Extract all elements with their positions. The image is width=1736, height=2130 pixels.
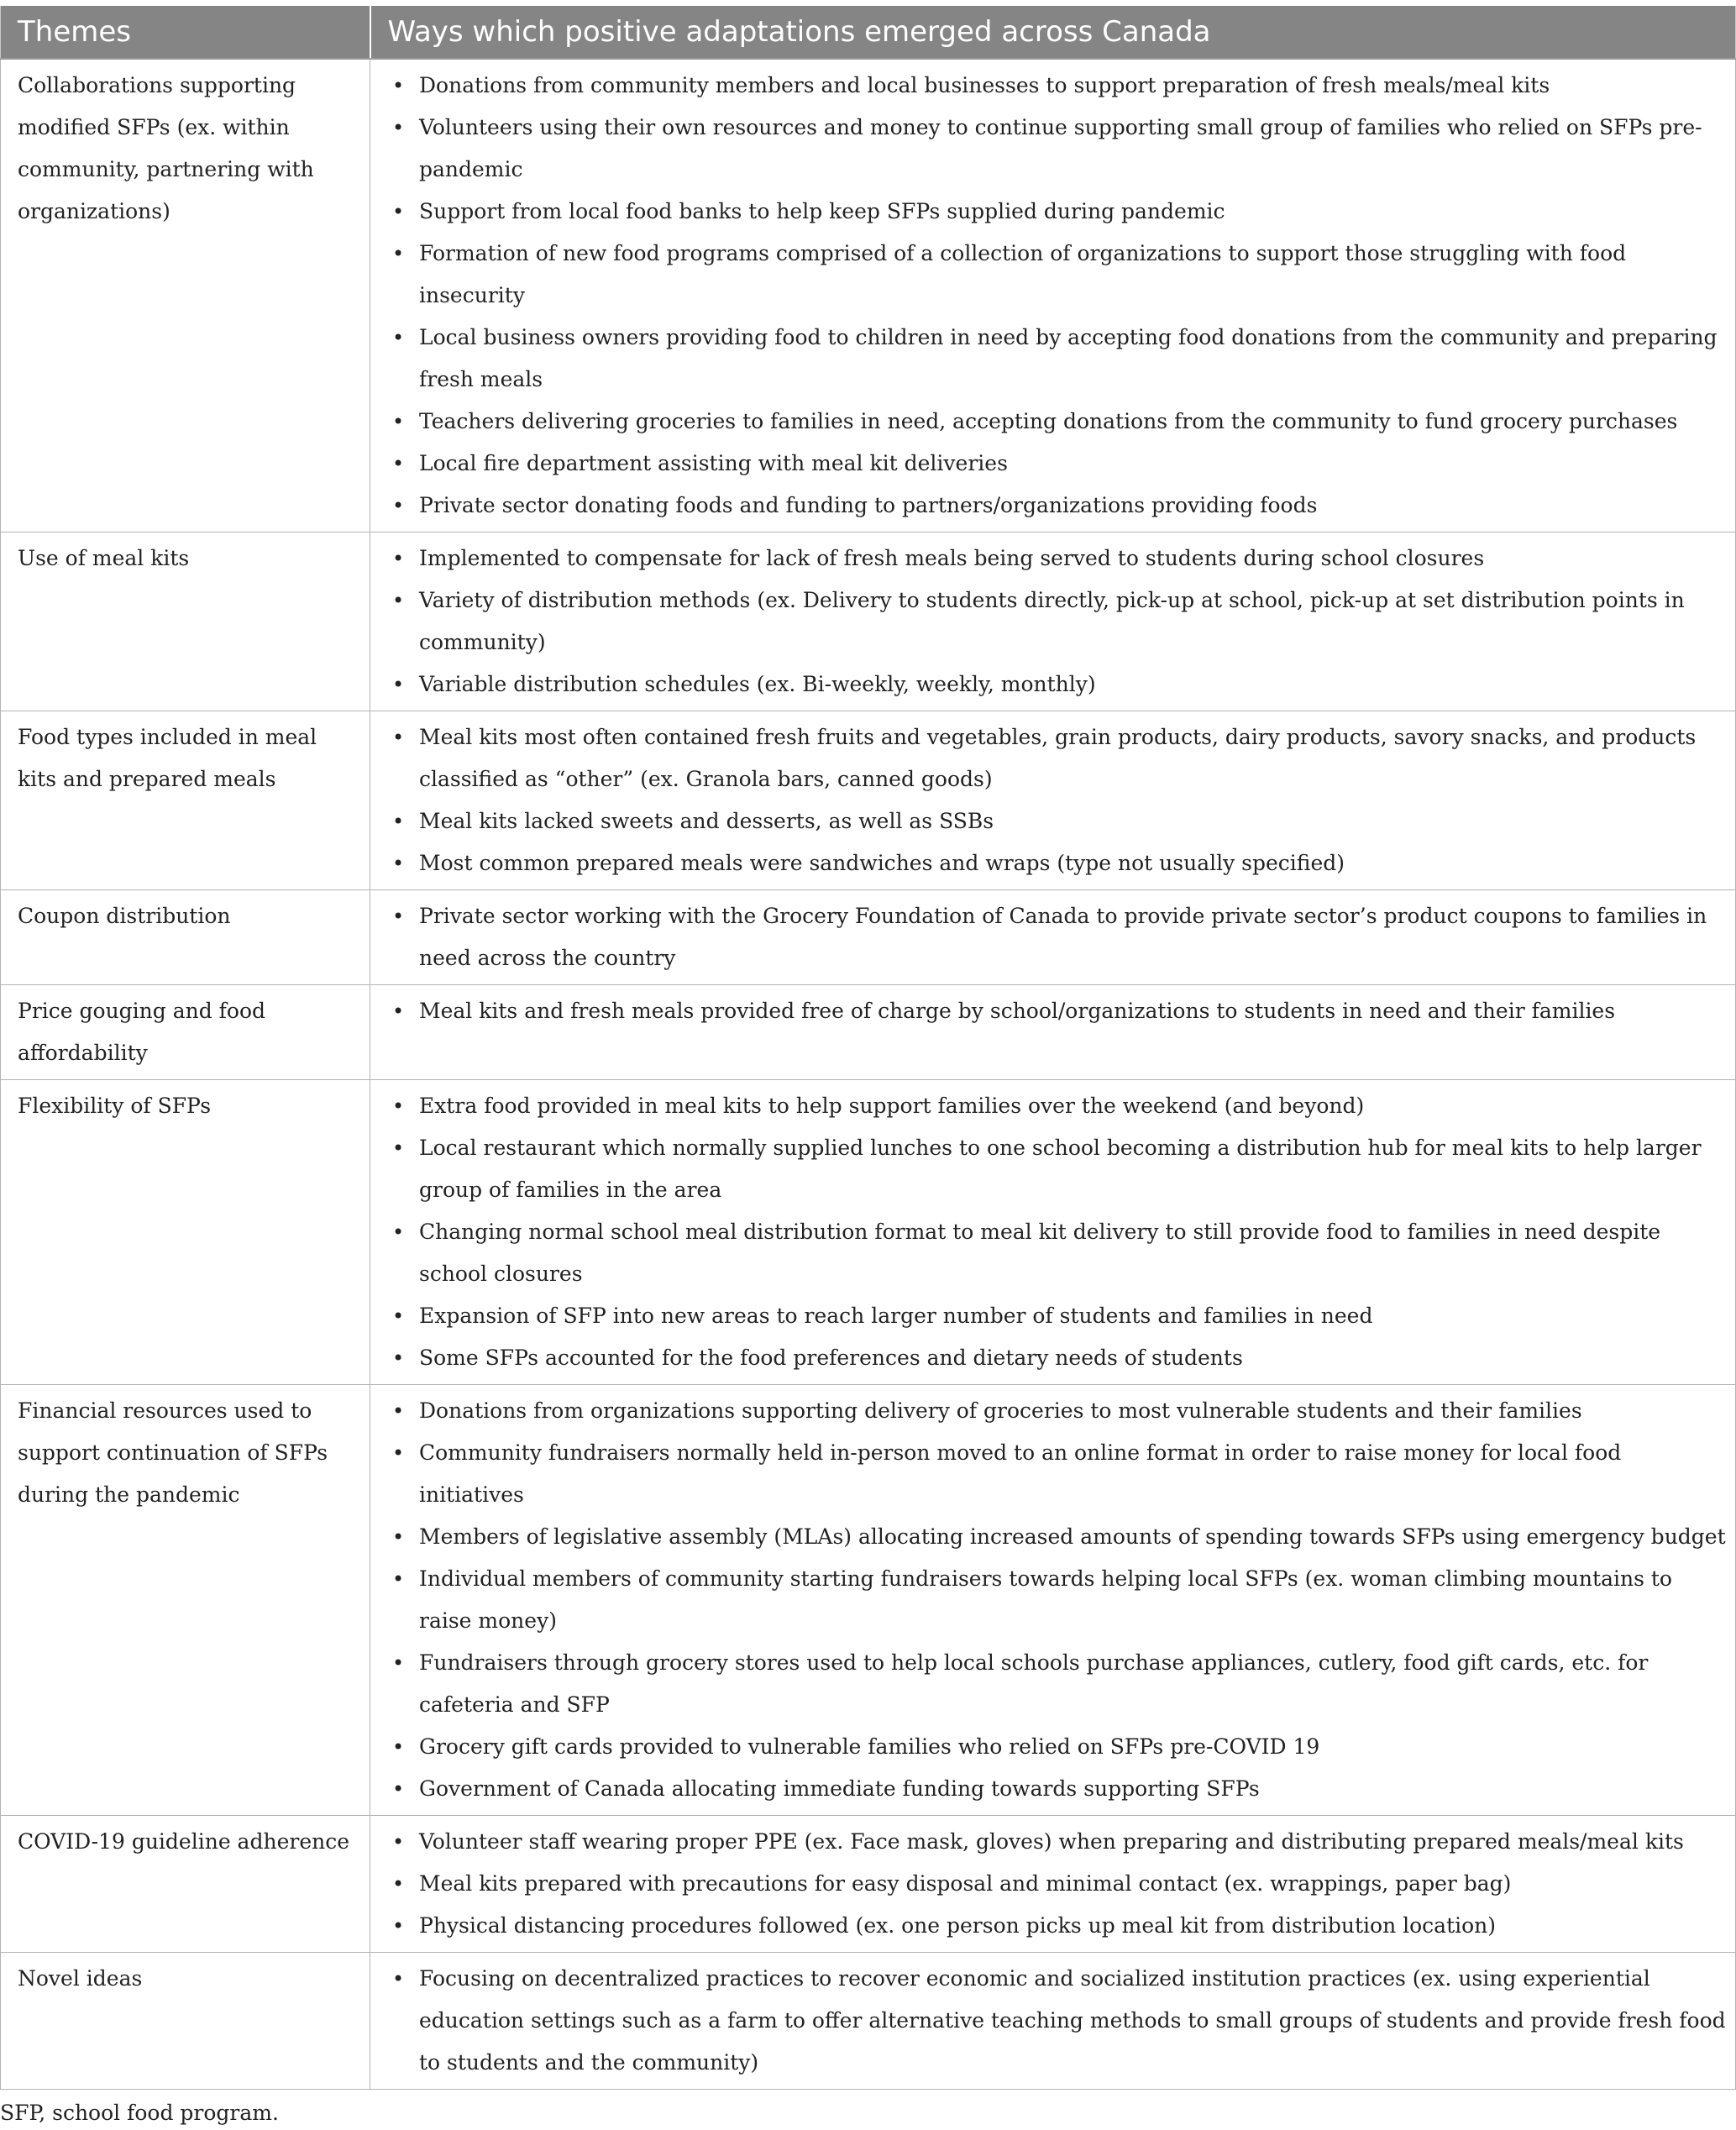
footnote: SFP, school food program.: [0, 2101, 279, 2125]
bullet-item: • Individual members of community starting fundraisers towards helping local SFPs (ex. woman climbing mountains to raise money): [391, 1558, 1727, 1642]
table-row: [1, 985, 1736, 1080]
bullet-item: • Changing normal school meal distribution format to meal kit delivery to still provide food to families in need despite school closures: [391, 1211, 1727, 1295]
ways-cell: [370, 532, 1736, 711]
table-body: [1, 59, 1736, 2090]
bullet-item: • Variable distribution schedules (ex. Bi-weekly, weekly, monthly): [391, 664, 1727, 706]
ways-cell: [370, 890, 1736, 985]
bullet-item: • Private sector donating foods and funding to partners/organizations providing foods: [391, 485, 1727, 527]
table-row: [1, 1080, 1736, 1385]
bullet-list: [391, 65, 1727, 527]
bullet-item: • Formation of new food programs comprised of a collection of organizations to support those struggling with food insecurity: [391, 233, 1727, 317]
table-row: [1, 890, 1736, 985]
bullet-item: • Donations from organizations supporting delivery of groceries to most vulnerable students and their families: [391, 1390, 1727, 1432]
theme-cell: Collaborations supporting modified SFPs (ex. within community, partnering with organizations): [1, 59, 370, 532]
header-row: [1, 6, 1736, 59]
ways-cell: [370, 59, 1736, 532]
bullet-item: • Local fire department assisting with meal kit deliveries: [391, 443, 1727, 485]
bullet-item: • Meal kits and fresh meals provided free of charge by school/organizations to students in need and their families: [391, 990, 1727, 1032]
table-row: [1, 1385, 1736, 1816]
bullet-item: • Expansion of SFP into new areas to reach larger number of students and families in need: [391, 1295, 1727, 1337]
ways-cell: [370, 1385, 1736, 1816]
bullet-item: • Volunteer staff wearing proper PPE (ex. Face mask, gloves) when preparing and distributing prepared meals/meal kits: [391, 1821, 1727, 1863]
header-themes: Themes: [1, 6, 370, 59]
ways-cell: [370, 1080, 1736, 1385]
ways-cell: [370, 985, 1736, 1080]
bullet-list: [391, 1821, 1727, 1947]
theme-cell: Novel ideas: [1, 1953, 370, 2090]
bullet-item: • Government of Canada allocating immediate funding towards supporting SFPs: [391, 1768, 1727, 1810]
bullet-item: • Fundraisers through grocery stores used to help local schools purchase appliances, cutlery, food gift cards, etc. for cafeteria and SFP: [391, 1642, 1727, 1726]
bullet-item: • Grocery gift cards provided to vulnerable families who relied on SFPs pre-COVID 19: [391, 1726, 1727, 1768]
bullet-item: • Local restaurant which normally supplied lunches to one school becoming a distribution hub for meal kits to help larger group of families in the area: [391, 1127, 1727, 1211]
table-row: [1, 1816, 1736, 1953]
theme-cell: Price gouging and food affordability: [1, 985, 370, 1080]
bullet-item: • Community fundraisers normally held in-person moved to an online format in order to raise money for local food initiatives: [391, 1432, 1727, 1516]
ways-cell: [370, 1953, 1736, 2090]
bullet-item: • Support from local food banks to help keep SFPs supplied during pandemic: [391, 191, 1727, 233]
ways-cell: [370, 711, 1736, 890]
table-row: [1, 59, 1736, 532]
bullet-item: • Meal kits most often contained fresh fruits and vegetables, grain products, dairy products, savory snacks, and products classified as “other” (ex. Granola bars, canned goods): [391, 716, 1727, 800]
bullet-list: [391, 716, 1727, 884]
bullet-list: [391, 1958, 1727, 2084]
table-container: [0, 6, 1736, 2130]
bullet-item: • Meal kits prepared with precautions for easy disposal and minimal contact (ex. wrappings, paper bag): [391, 1863, 1727, 1905]
bullet-item: • Volunteers using their own resources and money to continue supporting small group of families who relied on SFPs pre-pandemic: [391, 107, 1727, 191]
bullet-item: • Local business owners providing food to children in need by accepting food donations from the community and preparing fresh meals: [391, 317, 1727, 401]
bullet-item: • Donations from community members and local businesses to support preparation of fresh meals/meal kits: [391, 65, 1727, 107]
bullet-item: • Physical distancing procedures followed (ex. one person picks up meal kit from distribution location): [391, 1905, 1727, 1947]
ways-cell: [370, 1816, 1736, 1953]
bullet-item: • Variety of distribution methods (ex. Delivery to students directly, pick-up at school, pick-up at set distribution points in community): [391, 580, 1727, 664]
table-row: [1, 532, 1736, 711]
bullet-item: • Meal kits lacked sweets and desserts, as well as SSBs: [391, 800, 1727, 842]
bullet-item: • Focusing on decentralized practices to recover economic and socialized institution practices (ex. using experiential education settings such as a farm to offer alternative teaching methods to small groups of students and provide fresh food to students and the community): [391, 1958, 1727, 2084]
theme-cell: Coupon distribution: [1, 890, 370, 985]
bullet-list: [391, 1085, 1727, 1379]
theme-cell: COVID-19 guideline adherence: [1, 1816, 370, 1953]
bullet-item: • Some SFPs accounted for the food preferences and dietary needs of students: [391, 1337, 1727, 1379]
bullet-item: • Members of legislative assembly (MLAs) allocating increased amounts of spending towards SFPs using emergency budget: [391, 1516, 1727, 1558]
table-row: [1, 711, 1736, 890]
header-ways: Ways which positive adaptations emerged across Canada: [370, 6, 1736, 59]
bullet-list: [391, 1390, 1727, 1810]
table-row: [1, 1953, 1736, 2090]
bullet-list: [391, 895, 1727, 979]
theme-cell: Food types included in meal kits and prepared meals: [1, 711, 370, 890]
theme-cell: Financial resources used to support continuation of SFPs during the pandemic: [1, 1385, 370, 1816]
bullet-list: [391, 990, 1727, 1032]
theme-cell: Use of meal kits: [1, 532, 370, 711]
bullet-item: • Teachers delivering groceries to families in need, accepting donations from the community to fund grocery purchases: [391, 401, 1727, 443]
theme-cell: Flexibility of SFPs: [1, 1080, 370, 1385]
bullet-item: • Implemented to compensate for lack of fresh meals being served to students during school closures: [391, 538, 1727, 580]
bullet-item: • Private sector working with the Grocery Foundation of Canada to provide private sector’s product coupons to families in need across the country: [391, 895, 1727, 979]
table-header: [1, 6, 1736, 59]
themes-table: [0, 6, 1736, 2090]
bullet-list: [391, 538, 1727, 706]
bullet-item: • Extra food provided in meal kits to help support families over the weekend (and beyond): [391, 1085, 1727, 1127]
bullet-item: • Most common prepared meals were sandwiches and wraps (type not usually specified): [391, 842, 1727, 884]
